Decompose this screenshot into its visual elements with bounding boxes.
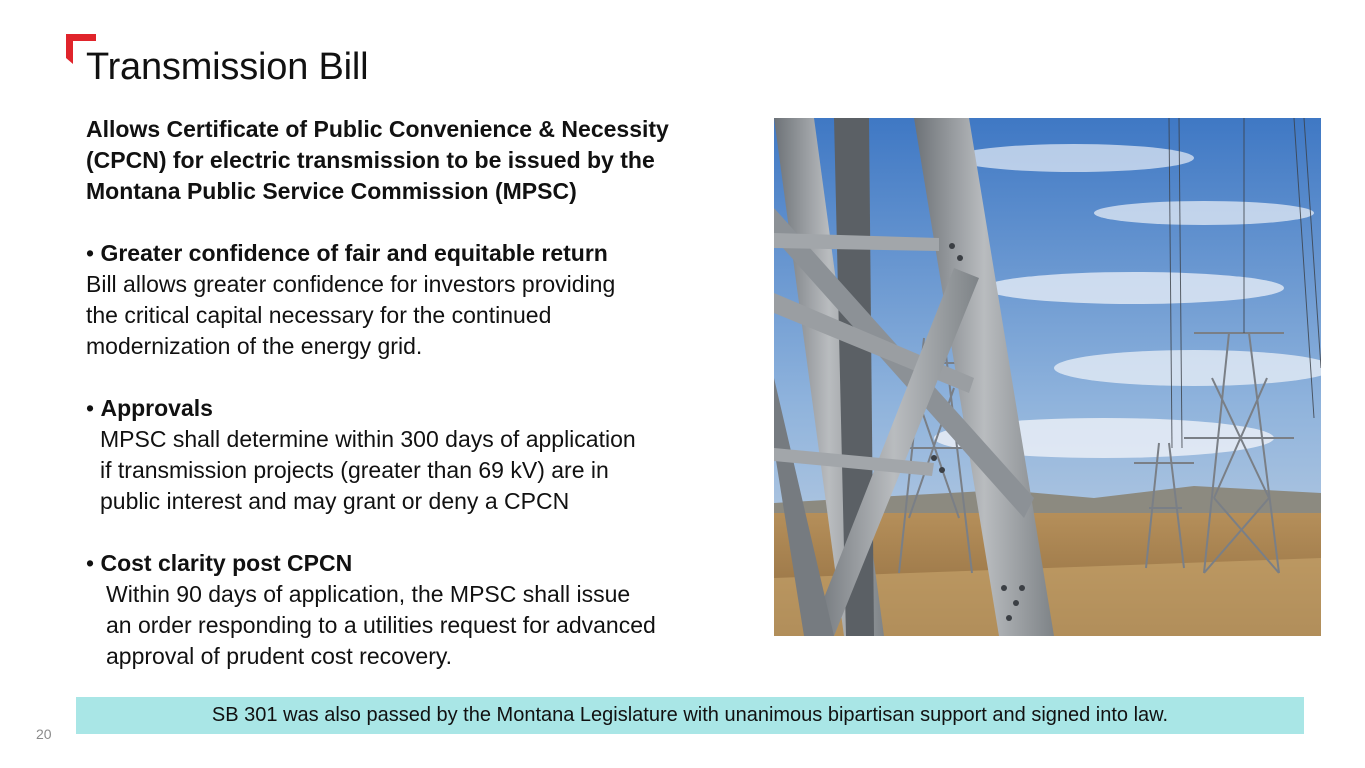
section-approvals — [86, 393, 746, 517]
section-heading: • Approvals — [86, 395, 213, 421]
banner-text: SB 301 was also passed by the Montana Legislature with unanimous bipartisan support and signed into law. — [211, 704, 1169, 726]
section-heading: • Cost clarity post CPCN — [86, 550, 353, 576]
intro-paragraph: Allows Certificate of Public Convenience & Necessity (CPCN) for electric transmission to be issued by the Montana Public Service Commission (MPSC) — [86, 116, 669, 204]
transmission-tower-photo — [774, 118, 1321, 636]
page-number: 20 — [36, 726, 52, 742]
section-line: modernization of the energy grid. — [86, 333, 423, 359]
section-cost-clarity — [86, 548, 746, 672]
slide-body — [86, 114, 746, 672]
section-line: MPSC shall determine within 300 days of application — [100, 426, 636, 452]
section-line: an order responding to a utilities request for advanced — [106, 612, 656, 638]
section-line: Within 90 days of application, the MPSC shall issue — [106, 581, 631, 607]
section-fair-return — [86, 238, 746, 362]
slide-title: Transmission Bill — [86, 46, 369, 88]
summary-banner — [76, 697, 1304, 734]
section-line: approval of prudent cost recovery. — [106, 643, 453, 669]
section-line: public interest and may grant or deny a CPCN — [100, 488, 570, 514]
section-line: if transmission projects (greater than 69 kV) are in — [100, 457, 609, 483]
section-line: the critical capital necessary for the continued — [86, 302, 552, 328]
section-heading: • Greater confidence of fair and equitable return — [86, 240, 608, 266]
section-line: Bill allows greater confidence for investors providing — [86, 271, 616, 297]
